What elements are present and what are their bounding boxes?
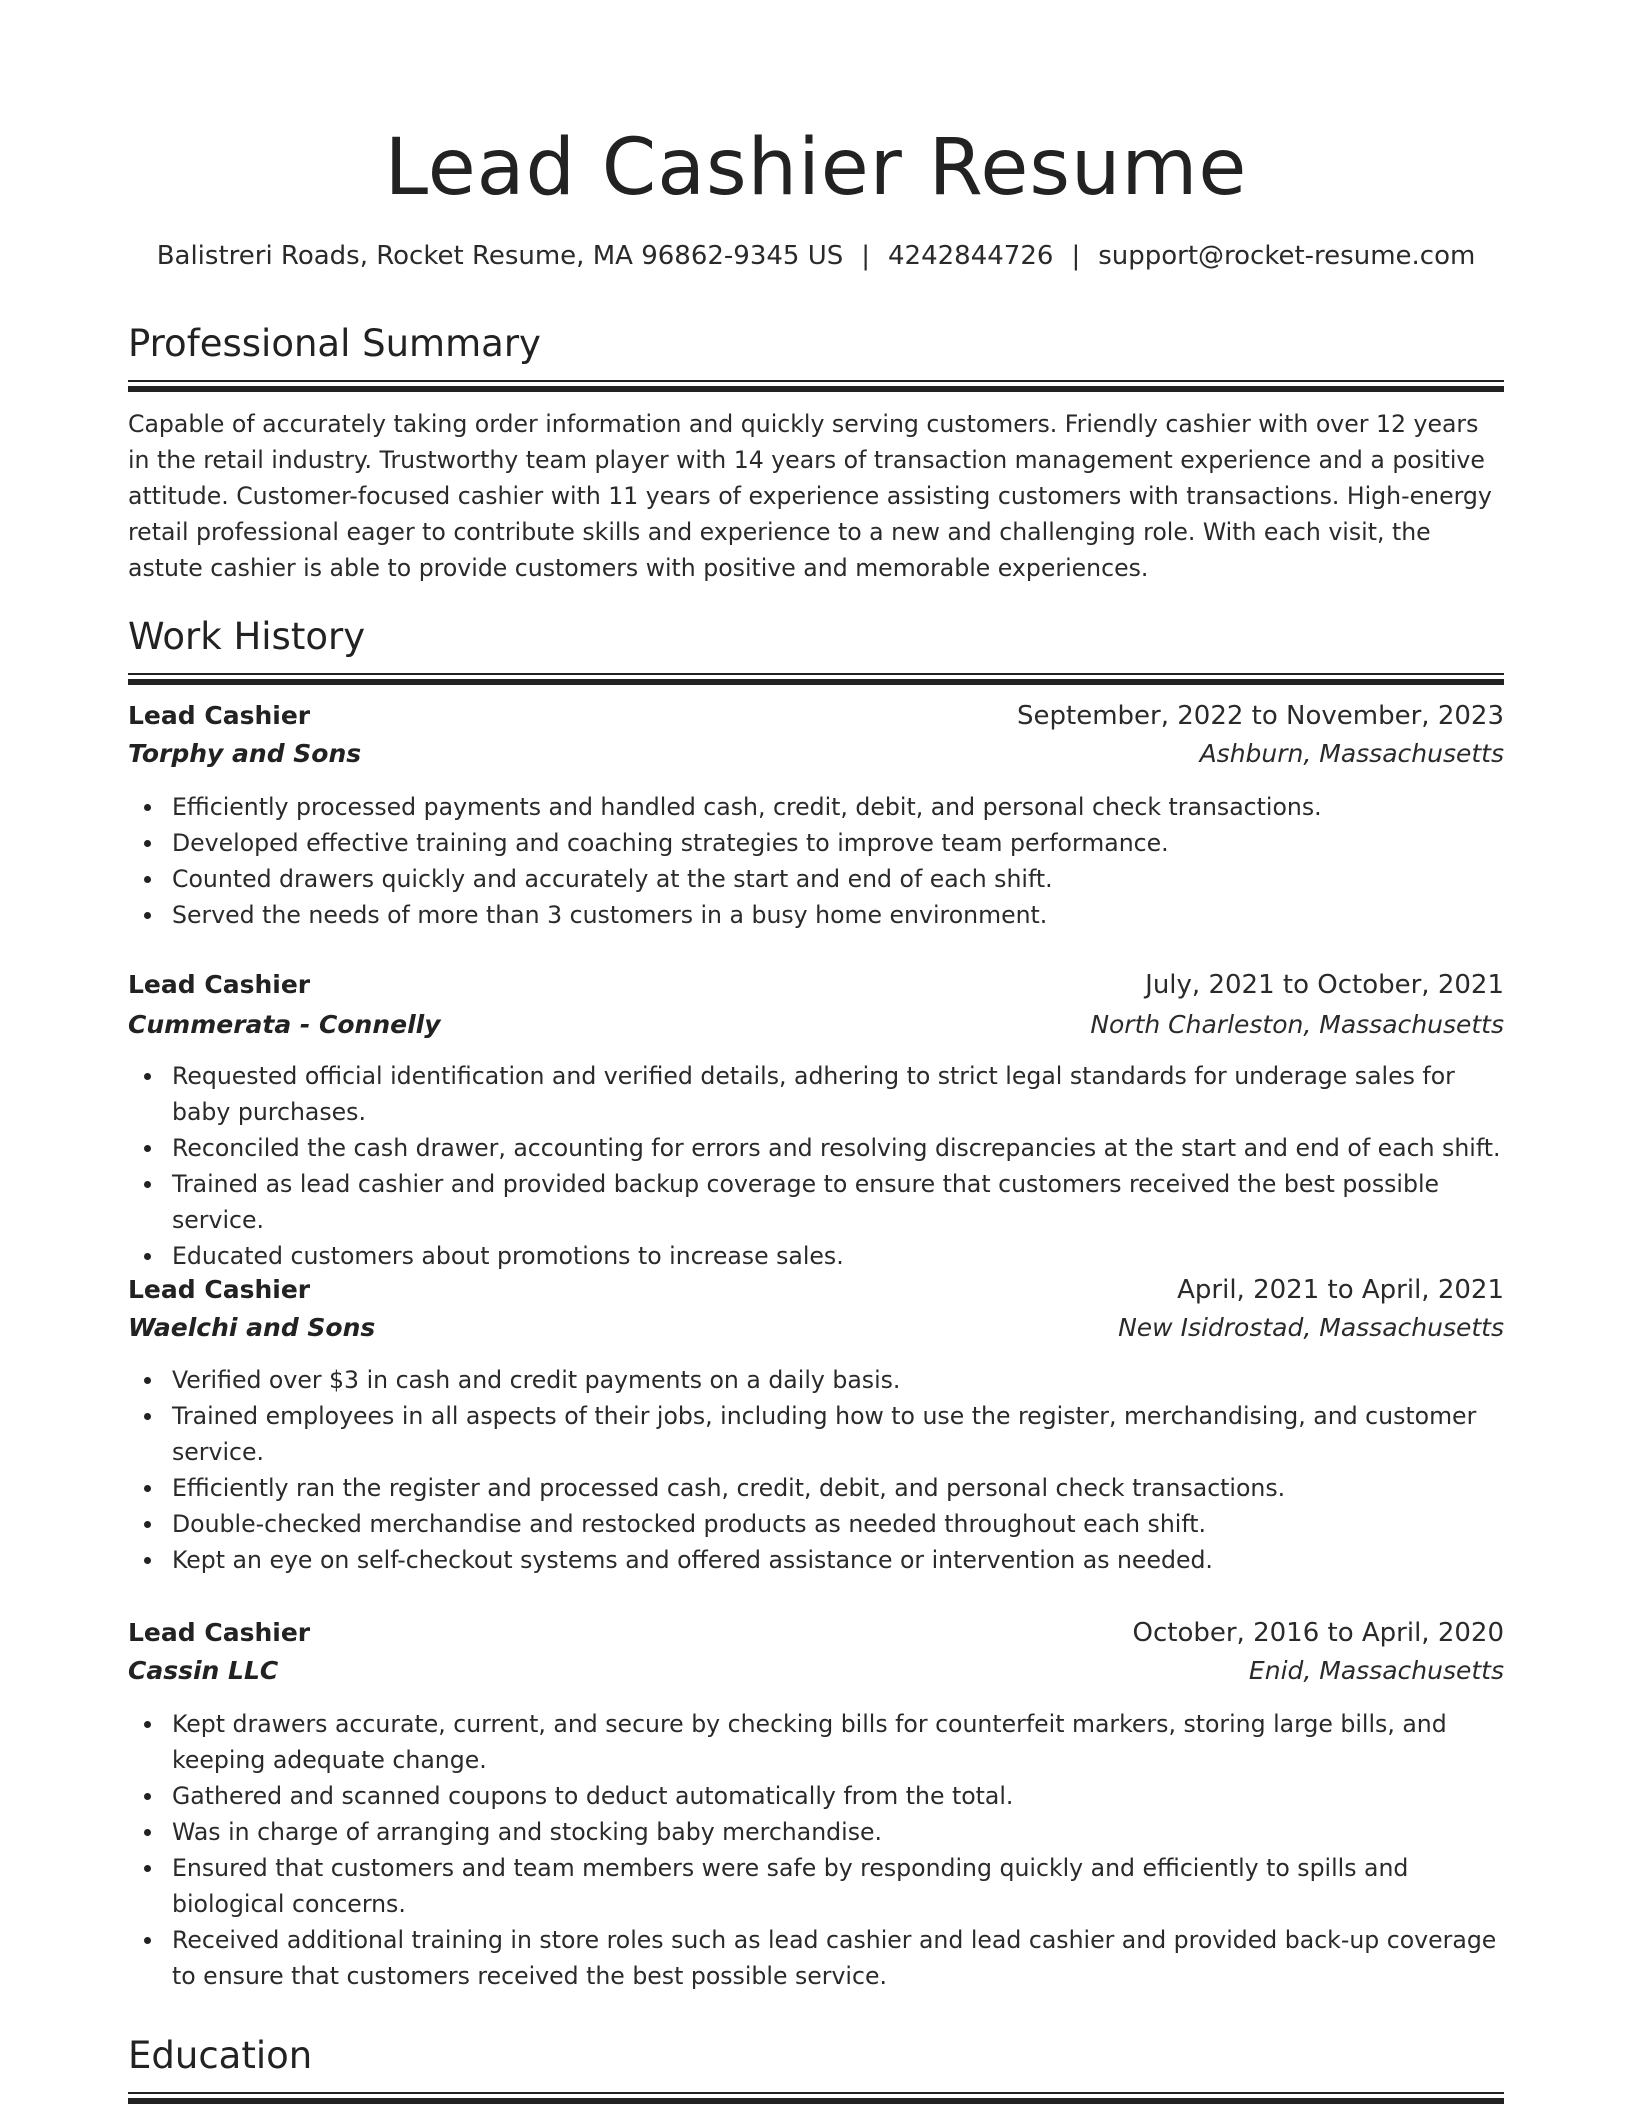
- list-item: Counted drawers quickly and accurately at the start and end of each shift.: [128, 861, 1504, 897]
- section-rule: [128, 2092, 1504, 2094]
- list-item: Efficiently ran the register and processed cash, credit, debit, and personal check transactions.: [128, 1470, 1504, 1506]
- list-item: Was in charge of arranging and stocking baby merchandise.: [128, 1814, 1504, 1850]
- summary-section: [128, 321, 1504, 392]
- job-location: Ashburn, Massachusetts: [1199, 739, 1504, 768]
- list-item: Double-checked merchandise and restocked products as needed throughout each shift.: [128, 1506, 1504, 1542]
- job-location: New Isidrostad, Massachusetts: [1118, 1313, 1504, 1342]
- education-heading: Education: [128, 2034, 313, 2077]
- job-bullets: [128, 1058, 1504, 1274]
- job-company: Waelchi and Sons: [128, 1313, 376, 1342]
- work-history-section: [128, 614, 1504, 685]
- job-location: North Charleston, Massachusetts: [1090, 1010, 1504, 1039]
- contact-separator: |: [1071, 241, 1081, 271]
- job-company: Cummerata - Connelly: [128, 1010, 441, 1039]
- contact-address: Balistreri Roads, Rocket Resume, MA 96862-9345 US: [156, 241, 844, 271]
- contact-email: support@rocket-resume.com: [1098, 241, 1476, 271]
- job-dates: April, 2021 to April, 2021: [1177, 1275, 1504, 1305]
- job-title: Lead Cashier: [128, 1618, 311, 1647]
- job-dates: September, 2022 to November, 2023: [1017, 701, 1504, 731]
- job-company: Cassin LLC: [128, 1656, 279, 1685]
- section-rule: [128, 380, 1504, 382]
- job-entry: [128, 1271, 1504, 1347]
- education-section: [128, 2033, 1504, 2104]
- contact-line: [128, 238, 1504, 274]
- list-item: Trained as lead cashier and provided backup coverage to ensure that customers received the best possible service.: [128, 1166, 1504, 1238]
- list-item: Efficiently processed payments and handled cash, credit, debit, and personal check transactions.: [128, 789, 1504, 825]
- work-history-heading: Work History: [128, 615, 366, 658]
- job-dates: October, 2016 to April, 2020: [1132, 1618, 1504, 1648]
- list-item: Gathered and scanned coupons to deduct automatically from the total.: [128, 1778, 1504, 1814]
- job-entry: [128, 1614, 1504, 1690]
- list-item: Kept an eye on self-checkout systems and offered assistance or intervention as needed.: [128, 1542, 1504, 1578]
- list-item: Reconciled the cash drawer, accounting for errors and resolving discrepancies at the start and end of each shift.: [128, 1130, 1504, 1166]
- job-bullets: [128, 1706, 1504, 1994]
- list-item: Kept drawers accurate, current, and secure by checking bills for counterfeit markers, storing large bills, and keeping adequate change.: [128, 1706, 1504, 1778]
- job-title: Lead Cashier: [128, 701, 311, 730]
- contact-separator: |: [861, 241, 871, 271]
- list-item: Trained employees in all aspects of their jobs, including how to use the register, merchandising, and customer service.: [128, 1398, 1504, 1470]
- section-rule: [128, 386, 1504, 392]
- job-entry: [128, 966, 1504, 1044]
- job-location: Enid, Massachusetts: [1248, 1656, 1504, 1685]
- list-item: Served the needs of more than 3 customers in a busy home environment.: [128, 897, 1504, 933]
- list-item: Educated customers about promotions to increase sales.: [128, 1238, 1504, 1274]
- resume-title: Lead Cashier Resume: [384, 123, 1248, 213]
- list-item: Requested official identification and verified details, adhering to strict legal standards for underage sales for baby purchases.: [128, 1058, 1504, 1130]
- section-rule: [128, 2098, 1504, 2104]
- job-entry: [128, 697, 1504, 773]
- job-bullets: [128, 1362, 1504, 1578]
- summary-heading: Professional Summary: [128, 322, 541, 365]
- list-item: Received additional training in store roles such as lead cashier and lead cashier and provided back-up coverage to ensure that customers received the best possible service.: [128, 1922, 1504, 1994]
- section-rule: [128, 673, 1504, 675]
- job-dates: July, 2021 to October, 2021: [1145, 970, 1504, 1000]
- job-bullets: [128, 789, 1504, 933]
- section-rule: [128, 679, 1504, 685]
- summary-text: Capable of accurately taking order information and quickly serving customers. Friendly cashier with over 12 years in the retail industry. Trustworthy team player with 14 years of transaction management experience and a positive attitude. Customer-focused cashier with 11 years of experience assisting customers with transactions. High-energy retail professional eager to contribute skills and experience to a new and challenging role. With each visit, the astute cashier is able to provide customers with positive and memorable experiences.: [128, 410, 1492, 582]
- contact-phone: 4242844726: [888, 241, 1054, 271]
- job-title: Lead Cashier: [128, 1275, 311, 1304]
- job-title: Lead Cashier: [128, 970, 311, 999]
- list-item: Developed effective training and coaching strategies to improve team performance.: [128, 825, 1504, 861]
- list-item: Ensured that customers and team members were safe by responding quickly and efficiently to spills and biological concerns.: [128, 1850, 1504, 1922]
- job-company: Torphy and Sons: [128, 739, 362, 768]
- list-item: Verified over $3 in cash and credit payments on a daily basis.: [128, 1362, 1504, 1398]
